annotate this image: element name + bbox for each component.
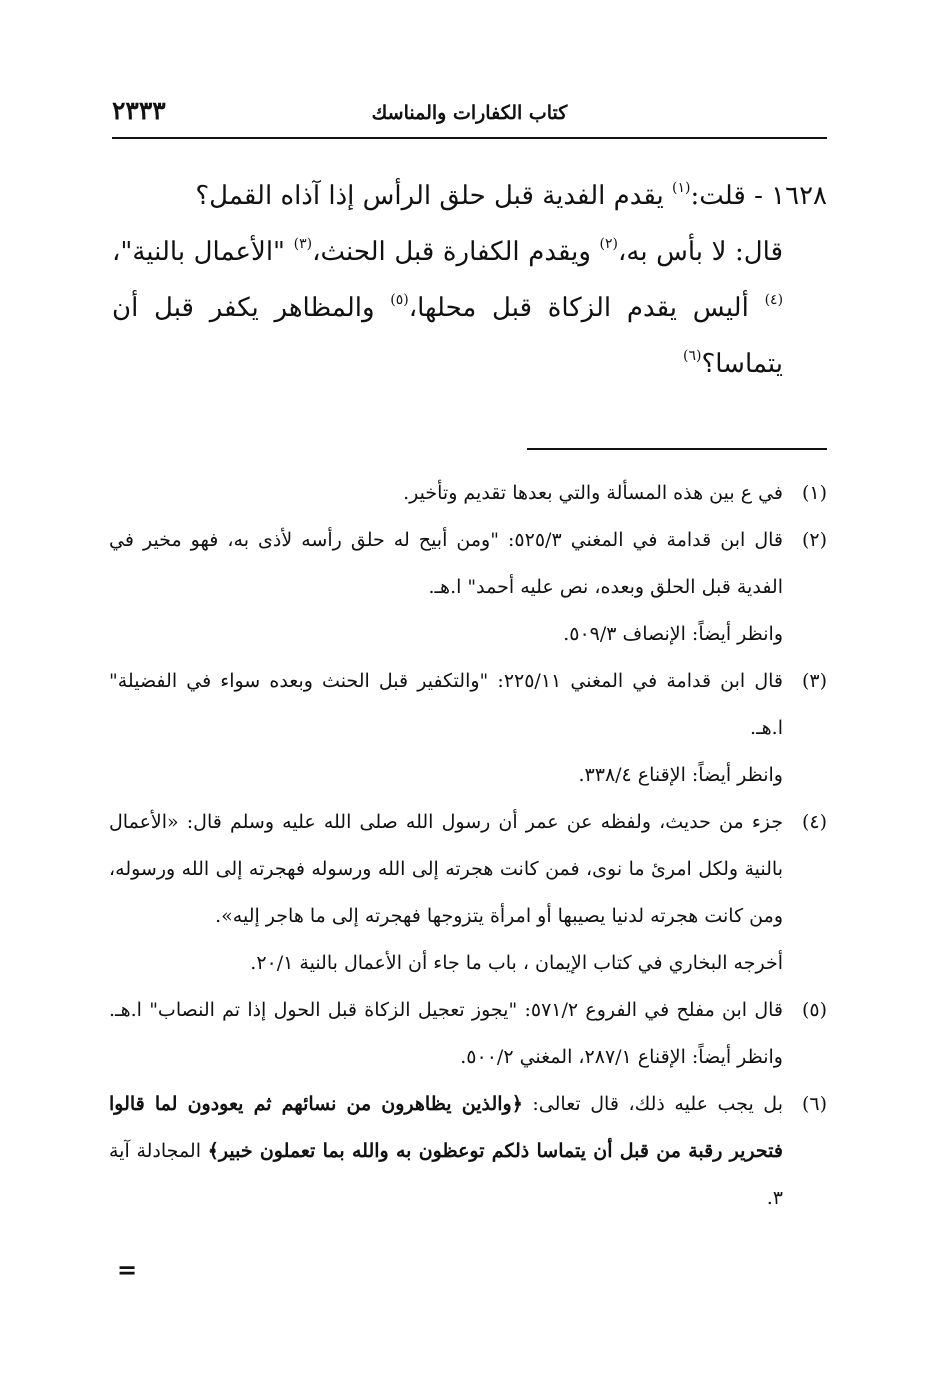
question-number: ١٦٢٨ - [754, 181, 827, 211]
footnote-number: (٤) [801, 811, 827, 833]
footnote-ref-1: (١) [672, 180, 691, 196]
footnotes [109, 470, 827, 1222]
footnote-number: (٦) [801, 1093, 827, 1115]
header-title: كتاب الكفارات والمناسك [371, 102, 568, 124]
footnote-ref-5: (٥) [390, 292, 409, 308]
footnote-number: (٥) [801, 999, 827, 1021]
footnote-text: قال ابن مفلح في الفروع ٥٧١/٢: "يجوز تعجيل الزكاة قبل الحول إذا تم النصاب" ا.هـ. وانظر أيضاً: الإقناع ٢٨٧/١، المغني ٥٠٠/٢. [109, 999, 784, 1068]
running-header [112, 96, 827, 132]
footnote-3 [109, 658, 827, 799]
footnote-2 [109, 517, 827, 658]
answer-paragraph [112, 224, 827, 392]
answer-part-3: "الأعمال بالنية"، [112, 237, 286, 267]
footnote-text: في ع بين هذه المسألة والتي بعدها تقديم وتأخير. [403, 482, 783, 504]
answer-part-5: والمظاهر يكفر قبل أن يتماسا؟ [112, 293, 783, 379]
footnote-reference: أخرجه البخاري في كتاب الإيمان ، باب ما جاء أن الأعمال بالنية ٢٠/١. [250, 952, 783, 974]
footnote-text: قال ابن قدامة في المغني ٥٢٥/٣: "ومن أبيح له حلق رأسه لأذى به، فهو مخير في الفدية قبل الحلق وبعده، نص عليه أحمد" ا.هـ. [109, 529, 784, 598]
question-text: يقدم الفدية قبل حلق الرأس إذا آذاه القمل؟ [195, 181, 664, 211]
footnote-ref-2: (٢) [599, 236, 618, 252]
question-paragraph [112, 168, 827, 224]
footnote-ref-3: (٣) [293, 236, 313, 252]
footnote-text: قال ابن قدامة في المغني ٢٢٥/١١: "والتكفير قبل الحنث وبعده سواء في الفضيلة" ا.هـ. [109, 670, 784, 739]
footnote-4 [109, 799, 827, 987]
quran-verse: ﴿والذين يظاهرون من نسائهم ثم يعودون لما قالوا فتحرير رقبة من قبل أن يتماسا ذلكم توعظون به والله بما تعملون خبير﴾ [109, 1093, 783, 1162]
page-number: ٢٣٣٣ [112, 96, 166, 125]
footnote-6 [109, 1081, 827, 1222]
answer-part-4: أليس يقدم الزكاة قبل محلها، [408, 293, 749, 323]
footnote-reference: وانظر أيضاً: الإنصاف ٥٠٩/٣. [563, 623, 783, 645]
footnote-1 [109, 470, 827, 517]
answer-part-2: ويقدم الكفارة قبل الحنث، [312, 237, 591, 267]
main-text [112, 168, 827, 392]
footnote-number: (١) [801, 482, 827, 504]
footnote-reference: وانظر أيضاً: الإقناع ٣٣٨/٤. [578, 764, 783, 786]
footnote-number: (٢) [801, 529, 827, 551]
question-prefix: قلت: [690, 181, 746, 211]
footnote-separator [527, 448, 827, 450]
footnote-number: (٣) [801, 670, 827, 692]
continuation-mark: = [117, 1255, 138, 1284]
footnote-text: جزء من حديث، ولفظه عن عمر أن رسول الله صلى الله عليه وسلم قال: «الأعمال بالنية ولكل امرئ ما نوى، فمن كانت هجرته إلى الله ورسوله فهجرته إلى الله ورسوله، ومن كانت هجرته لدنيا يصيبها أو امرأة يتزوجها فهجرته إلى ما هاجر إليه». [109, 811, 783, 927]
footnote-ref-4: (٤) [764, 292, 784, 308]
footnote-source: المجادلة آية ٣. [109, 1140, 783, 1209]
footnote-ref-6: (٦) [682, 348, 702, 364]
footnote-text: بل يجب عليه ذلك، قال تعالى: [532, 1093, 783, 1115]
footnote-5 [109, 987, 827, 1081]
answer-part-1: قال: لا بأس به، [617, 237, 784, 267]
header-rule [112, 137, 827, 139]
